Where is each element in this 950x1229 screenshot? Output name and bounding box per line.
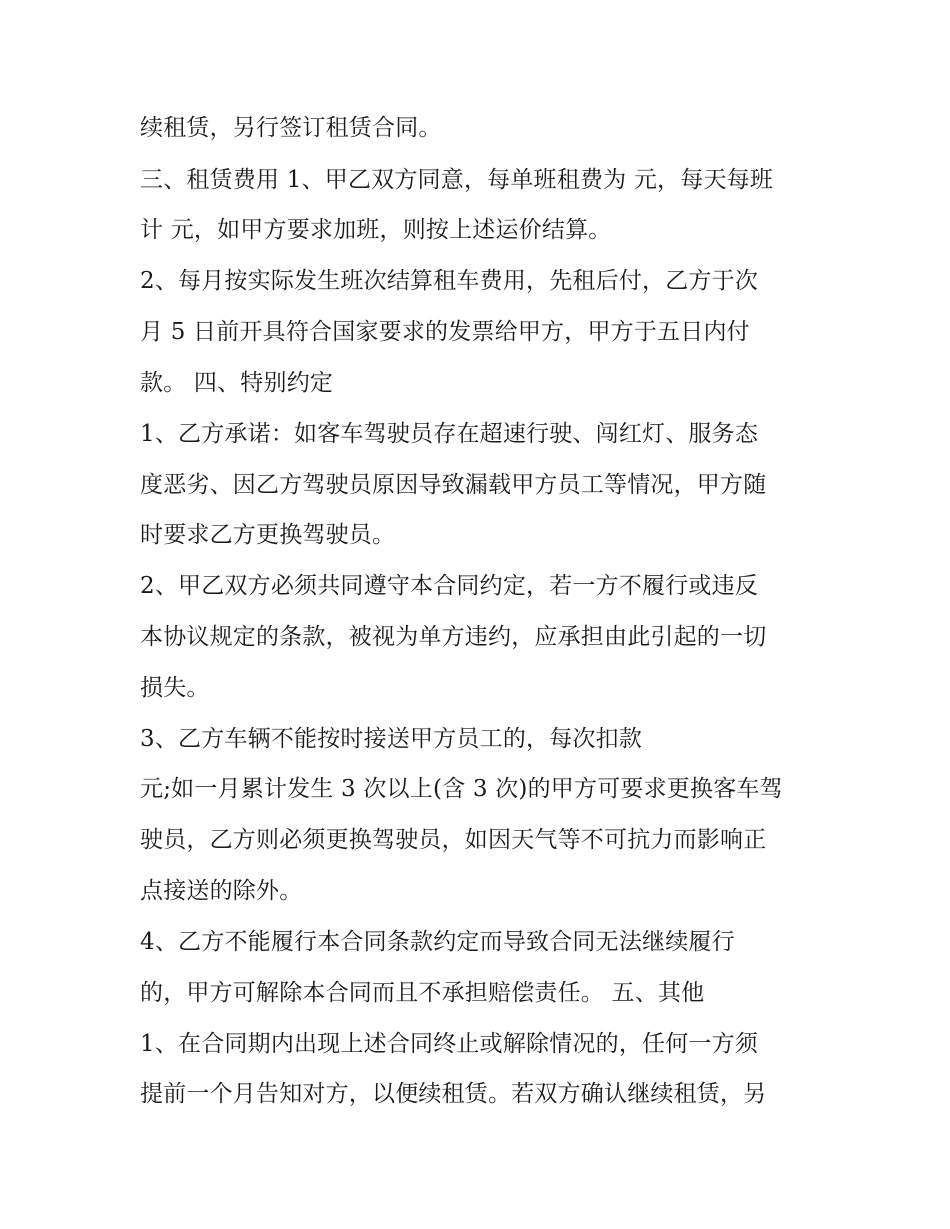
text-line-17: 4、乙方不能履行本合同条款约定而导致合同无法继续履行: [140, 929, 735, 955]
text-line-10: 2、甲乙双方必须共同遵守本合同约定，若一方不履行或违反: [140, 573, 759, 599]
text-line-18: 的，甲方可解除本合同而且不承担赔偿责任。 五、其他: [140, 980, 705, 1006]
text-line-6: 款。 四、特别约定: [140, 370, 334, 396]
text-line-2: 三、租赁费用 1、甲乙双方同意，每单班租费为 元，每天每班: [140, 167, 774, 193]
text-line-14: 元;如一月累计发生 3 次以上(含 3 次)的甲方可要求更换客车驾: [140, 776, 783, 802]
text-line-11: 本协议规定的条款，被视为单方违约，应承担由此引起的一切: [140, 624, 767, 650]
text-line-20: 提前一个月告知对方，以便续租赁。若双方确认继续租赁，另: [140, 1081, 767, 1107]
text-line-19: 1、在合同期内出现上述合同终止或解除情况的，任何一方须: [140, 1031, 759, 1057]
text-line-5: 月 5 日前开具符合国家要求的发票给甲方，甲方于五日内付: [140, 319, 750, 345]
text-line-9: 时要求乙方更换驾驶员。: [140, 522, 396, 548]
text-line-1: 续租赁，另行签订租赁合同。: [140, 115, 442, 141]
text-line-13: 3、乙方车辆不能按时接送甲方员工的，每次扣款: [140, 726, 643, 752]
text-line-16: 点接送的除外。: [140, 878, 303, 904]
text-line-15: 驶员，乙方则必须更换驾驶员，如因天气等不可抗力而影响正: [140, 827, 767, 853]
text-line-12: 损失。: [140, 675, 210, 701]
text-line-3: 计 元，如甲方要求加班，则按上述运价结算。: [140, 217, 612, 243]
text-line-7: 1、乙方承诺：如客车驾驶员存在超速行驶、闯红灯、服务态: [140, 421, 759, 447]
text-line-8: 度恶劣、因乙方驾驶员原因导致漏载甲方员工等情况，甲方随: [140, 472, 767, 498]
text-line-4: 2、每月按实际发生班次结算租车费用，先租后付，乙方于次: [140, 268, 759, 294]
